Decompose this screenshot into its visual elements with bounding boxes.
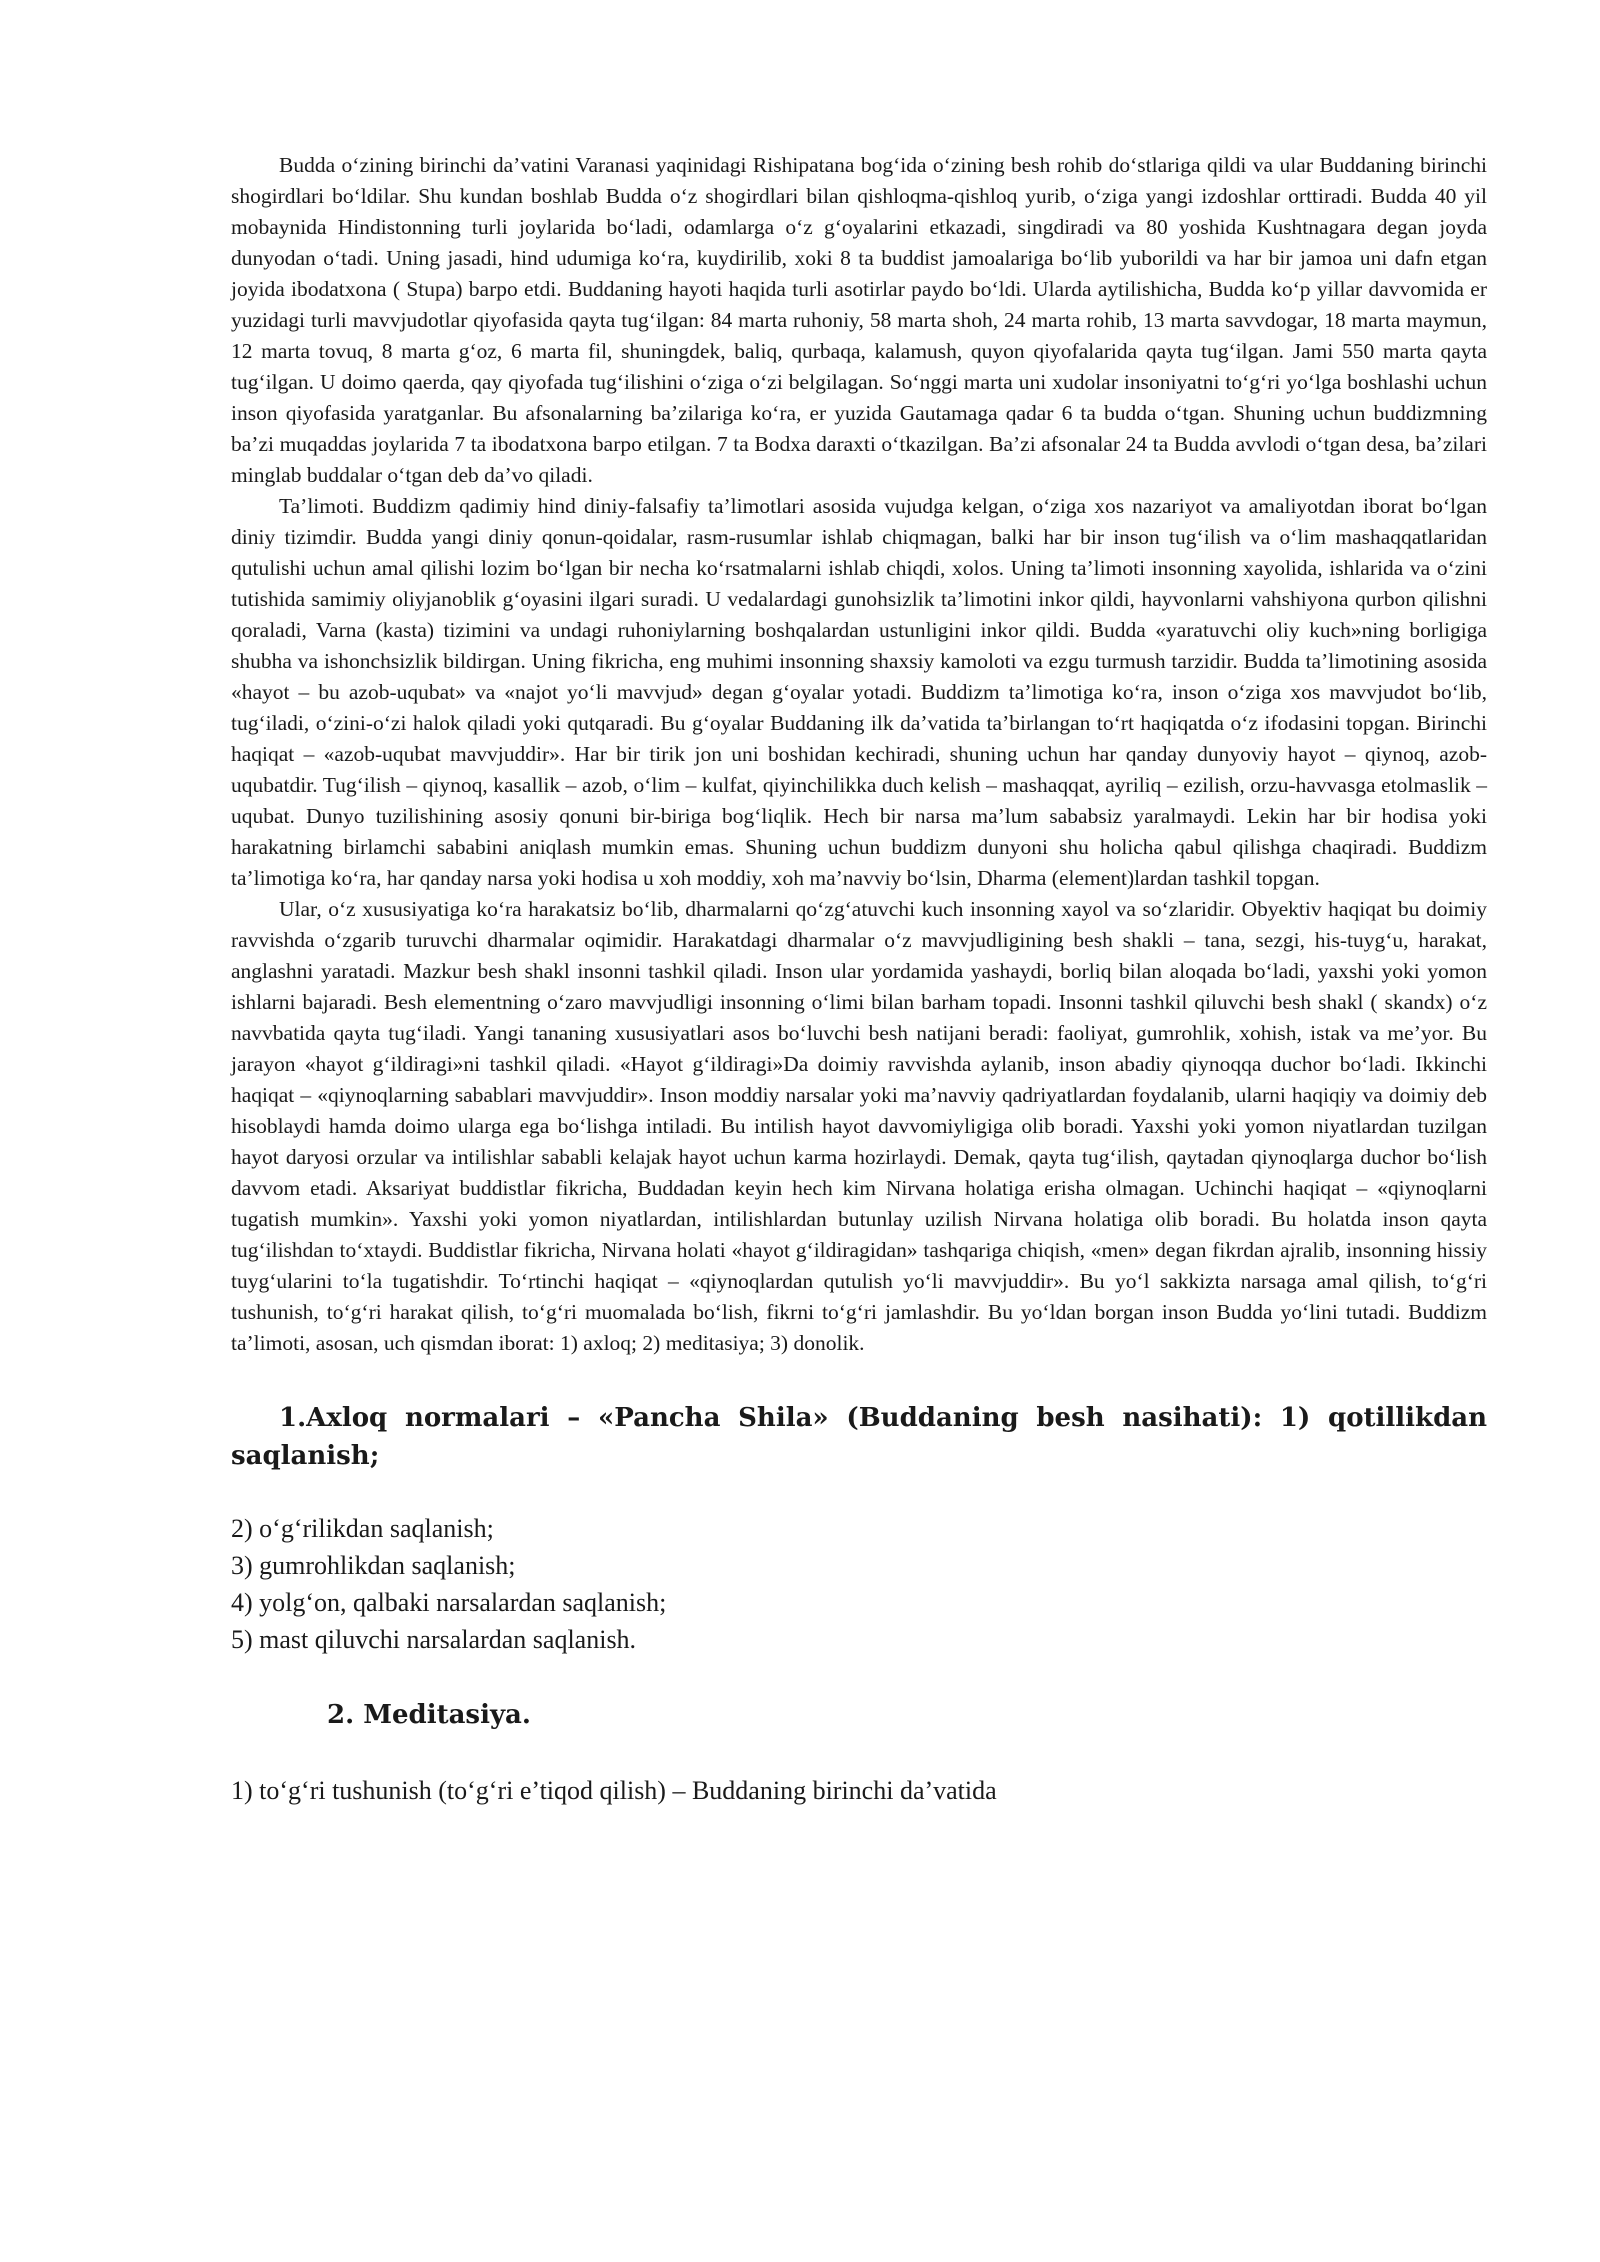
list-item: 2) o‘g‘rilikdan saqlanish; bbox=[231, 1514, 494, 1543]
section-heading-axloq: 1.Axloq normalari – «Pancha Shila» (Buddaning besh nasihati): 1) qotillikdan saqlanish; bbox=[231, 1403, 1487, 1471]
section-heading-meditasiya: 2. Meditasiya. bbox=[327, 1700, 531, 1730]
meditation-item-1: 1) to‘g‘ri tushunish (to‘g‘ri e’tiqod qilish) – Buddaning birinchi da’vatida bbox=[231, 1776, 997, 1805]
pancha-shila-list bbox=[231, 1510, 1487, 1658]
list-item: 3) gumrohlikdan saqlanish; bbox=[231, 1551, 516, 1580]
paragraph-talimoti: Ta’limoti. Buddizm qadimiy hind diniy-falsafiy ta’limotlari asosida vujudga kelgan, o‘ziga xos nazariyot va amaliyotdan iborat bo‘lgan diniy tizimdir. Budda yangi diniy qonun-qoidalar, rasm-rusumlar ishlab chiqmagan, balki har bir inson tug‘ilish va o‘lim mashaqqatlaridan qutulishi uchun amal qilishi lozim bo‘lgan bir necha ko‘rsatmalarni ishlab chiqdi, xolos. Uning ta’limoti insonning xayolida, ishlarida va o‘zini tutishida samimiy oliyjanoblik g‘oyasini ilgari suradi. U vedalardagi gunohsizlik ta’limotini inkor qildi, hayvonlarni vahshiyona qurbon qilishni qoraladi, Varna (kasta) tizimini va undagi ruhoniylarning boshqalardan ustunligini inkor qildi. Budda «yaratuvchi oliy kuch»ning borligiga shubha va ishonchsizlik bildirgan. Uning fikricha, eng muhimi insonning shaxsiy kamoloti va ezgu turmush tarzidir. Budda ta’limotining asosida «hayot – bu azob-uqubat» va «najot yo‘li mavvjud» degan g‘oyalar yotadi. Buddizm ta’limotiga ko‘ra, inson o‘ziga xos mavvjudot bo‘lib, tug‘iladi, o‘zini-o‘zi halok qiladi yoki qutqaradi. Bu g‘oyalar Buddaning ilk da’vatida ta’birlangan to‘rt haqiqatda o‘z ifodasini topgan. Birinchi haqiqat – «azob-uqubat mavvjuddir». Har bir tirik jon uni boshidan kechiradi, shuning uchun har qanday dunyoviy hayot – qiynoq, azob-uqubatdir. Tug‘ilish – qiynoq, kasallik – azob, o‘lim – kulfat, qiyinchilikka duch kelish – mashaqqat, ayriliq – ezilish, orzu-havvasga etolmaslik – uqubat. Dunyo tuzilishining asosiy qonuni bir-biriga bog‘liqlik. Hech bir narsa ma’lum sababsiz yaralmaydi. Lekin har bir hodisa yoki harakatning birlamchi sababini aniqlash mumkin emas. Shuning uchun buddizm dunyoni shu holicha qabul qilishga chaqiradi. Buddizm ta’limotiga ko‘ra, har qanday narsa yoki hodisa u xoh moddiy, xoh ma’navviy bo‘lsin, Dharma (element)lardan tashkil topgan. bbox=[231, 494, 1487, 890]
list-item: 4) yolg‘on, qalbaki narsalardan saqlanish; bbox=[231, 1588, 667, 1617]
document-page bbox=[231, 150, 1487, 1809]
list-item: 5) mast qiluvchi narsalardan saqlanish. bbox=[231, 1625, 637, 1654]
paragraph-budda-first-sermon: Budda o‘zining birinchi da’vatini Varanasi yaqinidagi Rishipatana bog‘ida o‘zining besh rohib do‘stlariga qildi va ular Buddaning birinchi shogirdlari bo‘ldilar. Shu kundan boshlab Budda o‘z shogirdlari bilan qishloqma-qishloq yurib, o‘ziga yangi izdoshlar orttiradi. Budda 40 yil mobaynida Hindistonning turli joylarida bo‘ladi, odamlarga o‘z g‘oyalarini etkazadi, singdiradi va 80 yoshida Kushtnagara degan joyda dunyodan o‘tadi. Uning jasadi, hind udumiga ko‘ra, kuydirilib, xoki 8 ta buddist jamoalariga bo‘lib yuborildi va har bir jamoa uni dafn etgan joyida ibodatxona ( Stupa) barpo etdi. Buddaning hayoti haqida turli asotirlar paydo bo‘ldi. Ularda aytilishicha, Budda ko‘p yillar davvomida er yuzidagi turli mavvjudotlar qiyofasida qayta tug‘ilgan: 84 marta ruhoniy, 58 marta shoh, 24 marta rohib, 13 marta savvdogar, 18 marta maymun, 12 marta tovuq, 8 marta g‘oz, 6 marta fil, shuningdek, baliq, qurbaqa, kalamush, quyon qiyofalarida qayta tug‘ilgan. Jami 550 marta qayta tug‘ilgan. U doimo qaerda, qay qiyofada tug‘ilishini o‘ziga o‘zi belgilagan. So‘nggi marta uni xudolar insoniyatni to‘g‘ri yo‘lga boshlashi uchun inson qiyofasida yaratganlar. Bu afsonalarning ba’zilariga ko‘ra, er yuzida Gautamaga qadar 6 ta budda o‘tgan. Shuning uchun buddizmning ba’zi muqaddas joylarida 7 ta ibodatxona barpo etilgan. 7 ta Bodxa daraxti o‘tkazilgan. Ba’zi afsonalar 24 ta Budda avvlodi o‘tgan desa, ba’zilari minglab buddalar o‘tgan deb da’vo qiladi. bbox=[231, 153, 1487, 487]
paragraph-dharmas: Ular, o‘z xususiyatiga ko‘ra harakatsiz bo‘lib, dharmalarni qo‘zg‘atuvchi kuch insonning xayol va so‘zlaridir. Obyektiv haqiqat bu doimiy ravvishda o‘zgarib turuvchi dharmalar oqimidir. Harakatdagi dharmalar o‘z mavvjudligining besh shakli – tana, sezgi, his-tuyg‘u, harakat, anglashni yaratadi. Mazkur besh shakl insonni tashkil qiladi. Inson ular yordamida yashaydi, borliq bilan aloqada bo‘ladi, yaxshi yoki yomon ishlarni bajaradi. Besh elementning o‘zaro mavvjudligi insonning o‘limi bilan barham topadi. Insonni tashkil qiluvchi besh shakl ( skandx) o‘z navvbatida qayta tug‘iladi. Yangi tananing xususiyatlari asos bo‘luvchi besh natijani beradi: faoliyat, gumrohlik, xohish, istak va me’yor. Bu jarayon «hayot g‘ildiragi»ni tashkil qiladi. «Hayot g‘ildiragi»Da doimiy ravvishda aylanib, inson abadiy qiynoqqa duchor bo‘ladi. Ikkinchi haqiqat – «qiynoqlarning sabablari mavvjuddir». Inson moddiy narsalar yoki ma’navviy qadriyatlardan foydalanib, ularni haqiqiy va doimiy deb hisoblaydi hamda doimo ularga ega bo‘lishga intiladi. Bu intilish hayot davvomiyligiga olib boradi. Yaxshi yoki yomon niyatlardan tuzilgan hayot daryosi orzular va intilishlar sababli kelajak hayot uchun karma hozirlaydi. Demak, qayta tug‘ilish, qaytadan qiynoqlarga duchor bo‘lish davvom etadi. Aksariyat buddistlar fikricha, Buddadan keyin hech kim Nirvana holatiga erisha olmagan. Uchinchi haqiqat – «qiynoqlarni tugatish mumkin». Yaxshi yoki yomon niyatlardan, intilishlardan butunlay uzilish Nirvana holatiga olib boradi. Bu holatda inson qayta tug‘ilishdan to‘xtaydi. Buddistlar fikricha, Nirvana holati «hayot g‘ildiragidan» tashqariga chiqish, «men» degan fikrdan ajralib, insonning hissiy tuyg‘ularini to‘la tugatishdir. To‘rtinchi haqiqat – «qiynoqlardan qutulish yo‘li mavvjuddir». Bu yo‘l sakkizta narsaga amal qilish, to‘g‘ri tushunish, to‘g‘ri harakat qilish, to‘g‘ri muomalada bo‘lish, fikrni to‘g‘ri jamlashdir. Bu yo‘ldan borgan inson Budda yo‘lini tutadi. Buddizm ta’limoti, asosan, uch qismdan iborat: 1) axloq; 2) meditasiya; 3) donolik. bbox=[231, 897, 1487, 1355]
